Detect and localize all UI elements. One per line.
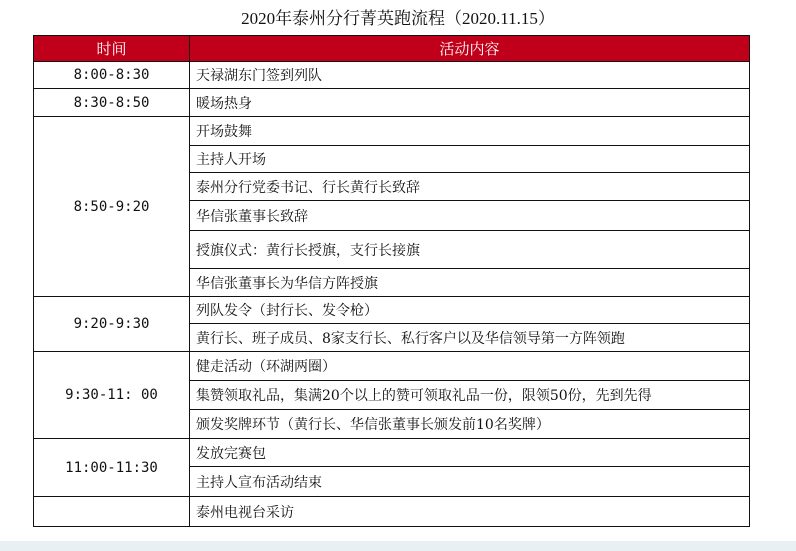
time-cell: 8:50-9:20 bbox=[34, 117, 190, 297]
table-row bbox=[34, 297, 750, 324]
activity-cell: 主持人宣布活动结束 bbox=[190, 467, 750, 497]
header-activity: 活动内容 bbox=[190, 36, 750, 62]
table-row bbox=[34, 62, 750, 89]
activity-cell: 健走活动（环湖两圈） bbox=[190, 352, 750, 381]
bottom-strip bbox=[0, 541, 796, 551]
header-time: 时间 bbox=[34, 36, 190, 62]
table-row bbox=[34, 89, 750, 117]
activity-cell: 泰州分行党委书记、行长黄行长致辞 bbox=[190, 173, 750, 201]
activity-cell: 颁发奖牌环节（黄行长、华信张董事长颁发前10名奖牌） bbox=[190, 410, 750, 439]
table-row bbox=[34, 352, 750, 381]
activity-cell: 授旗仪式：黄行长授旗，支行长接旗 bbox=[190, 231, 750, 269]
activity-cell: 华信张董事长致辞 bbox=[190, 201, 750, 231]
activity-cell: 列队发令（封行长、发令枪） bbox=[190, 297, 750, 324]
activity-cell: 泰州电视台采访 bbox=[190, 497, 750, 527]
activity-cell: 华信张董事长为华信方阵授旗 bbox=[190, 269, 750, 297]
table-row bbox=[34, 439, 750, 467]
time-cell bbox=[34, 497, 190, 527]
activity-cell: 黄行长、班子成员、8家支行长、私行客户以及华信领导第一方阵领跑 bbox=[190, 324, 750, 352]
table-row bbox=[34, 497, 750, 527]
table-row bbox=[34, 117, 750, 146]
time-cell: 8:00-8:30 bbox=[34, 62, 190, 89]
time-cell: 9:20-9:30 bbox=[34, 297, 190, 352]
schedule-table bbox=[33, 35, 750, 527]
page-title: 2020年泰州分行菁英跑流程（2020.11.15） bbox=[241, 9, 555, 28]
table-header-row bbox=[34, 36, 750, 62]
activity-cell: 发放完赛包 bbox=[190, 439, 750, 467]
activity-cell: 暖场热身 bbox=[190, 89, 750, 117]
time-cell: 9:30-11: 00 bbox=[34, 352, 190, 439]
activity-cell: 主持人开场 bbox=[190, 146, 750, 173]
time-cell: 11:00-11:30 bbox=[34, 439, 190, 497]
activity-cell: 集赞领取礼品，集满20个以上的赞可领取礼品一份，限领50份，先到先得 bbox=[190, 381, 750, 410]
activity-cell: 开场鼓舞 bbox=[190, 117, 750, 146]
activity-cell: 天禄湖东门签到列队 bbox=[190, 62, 750, 89]
time-cell: 8:30-8:50 bbox=[34, 89, 190, 117]
